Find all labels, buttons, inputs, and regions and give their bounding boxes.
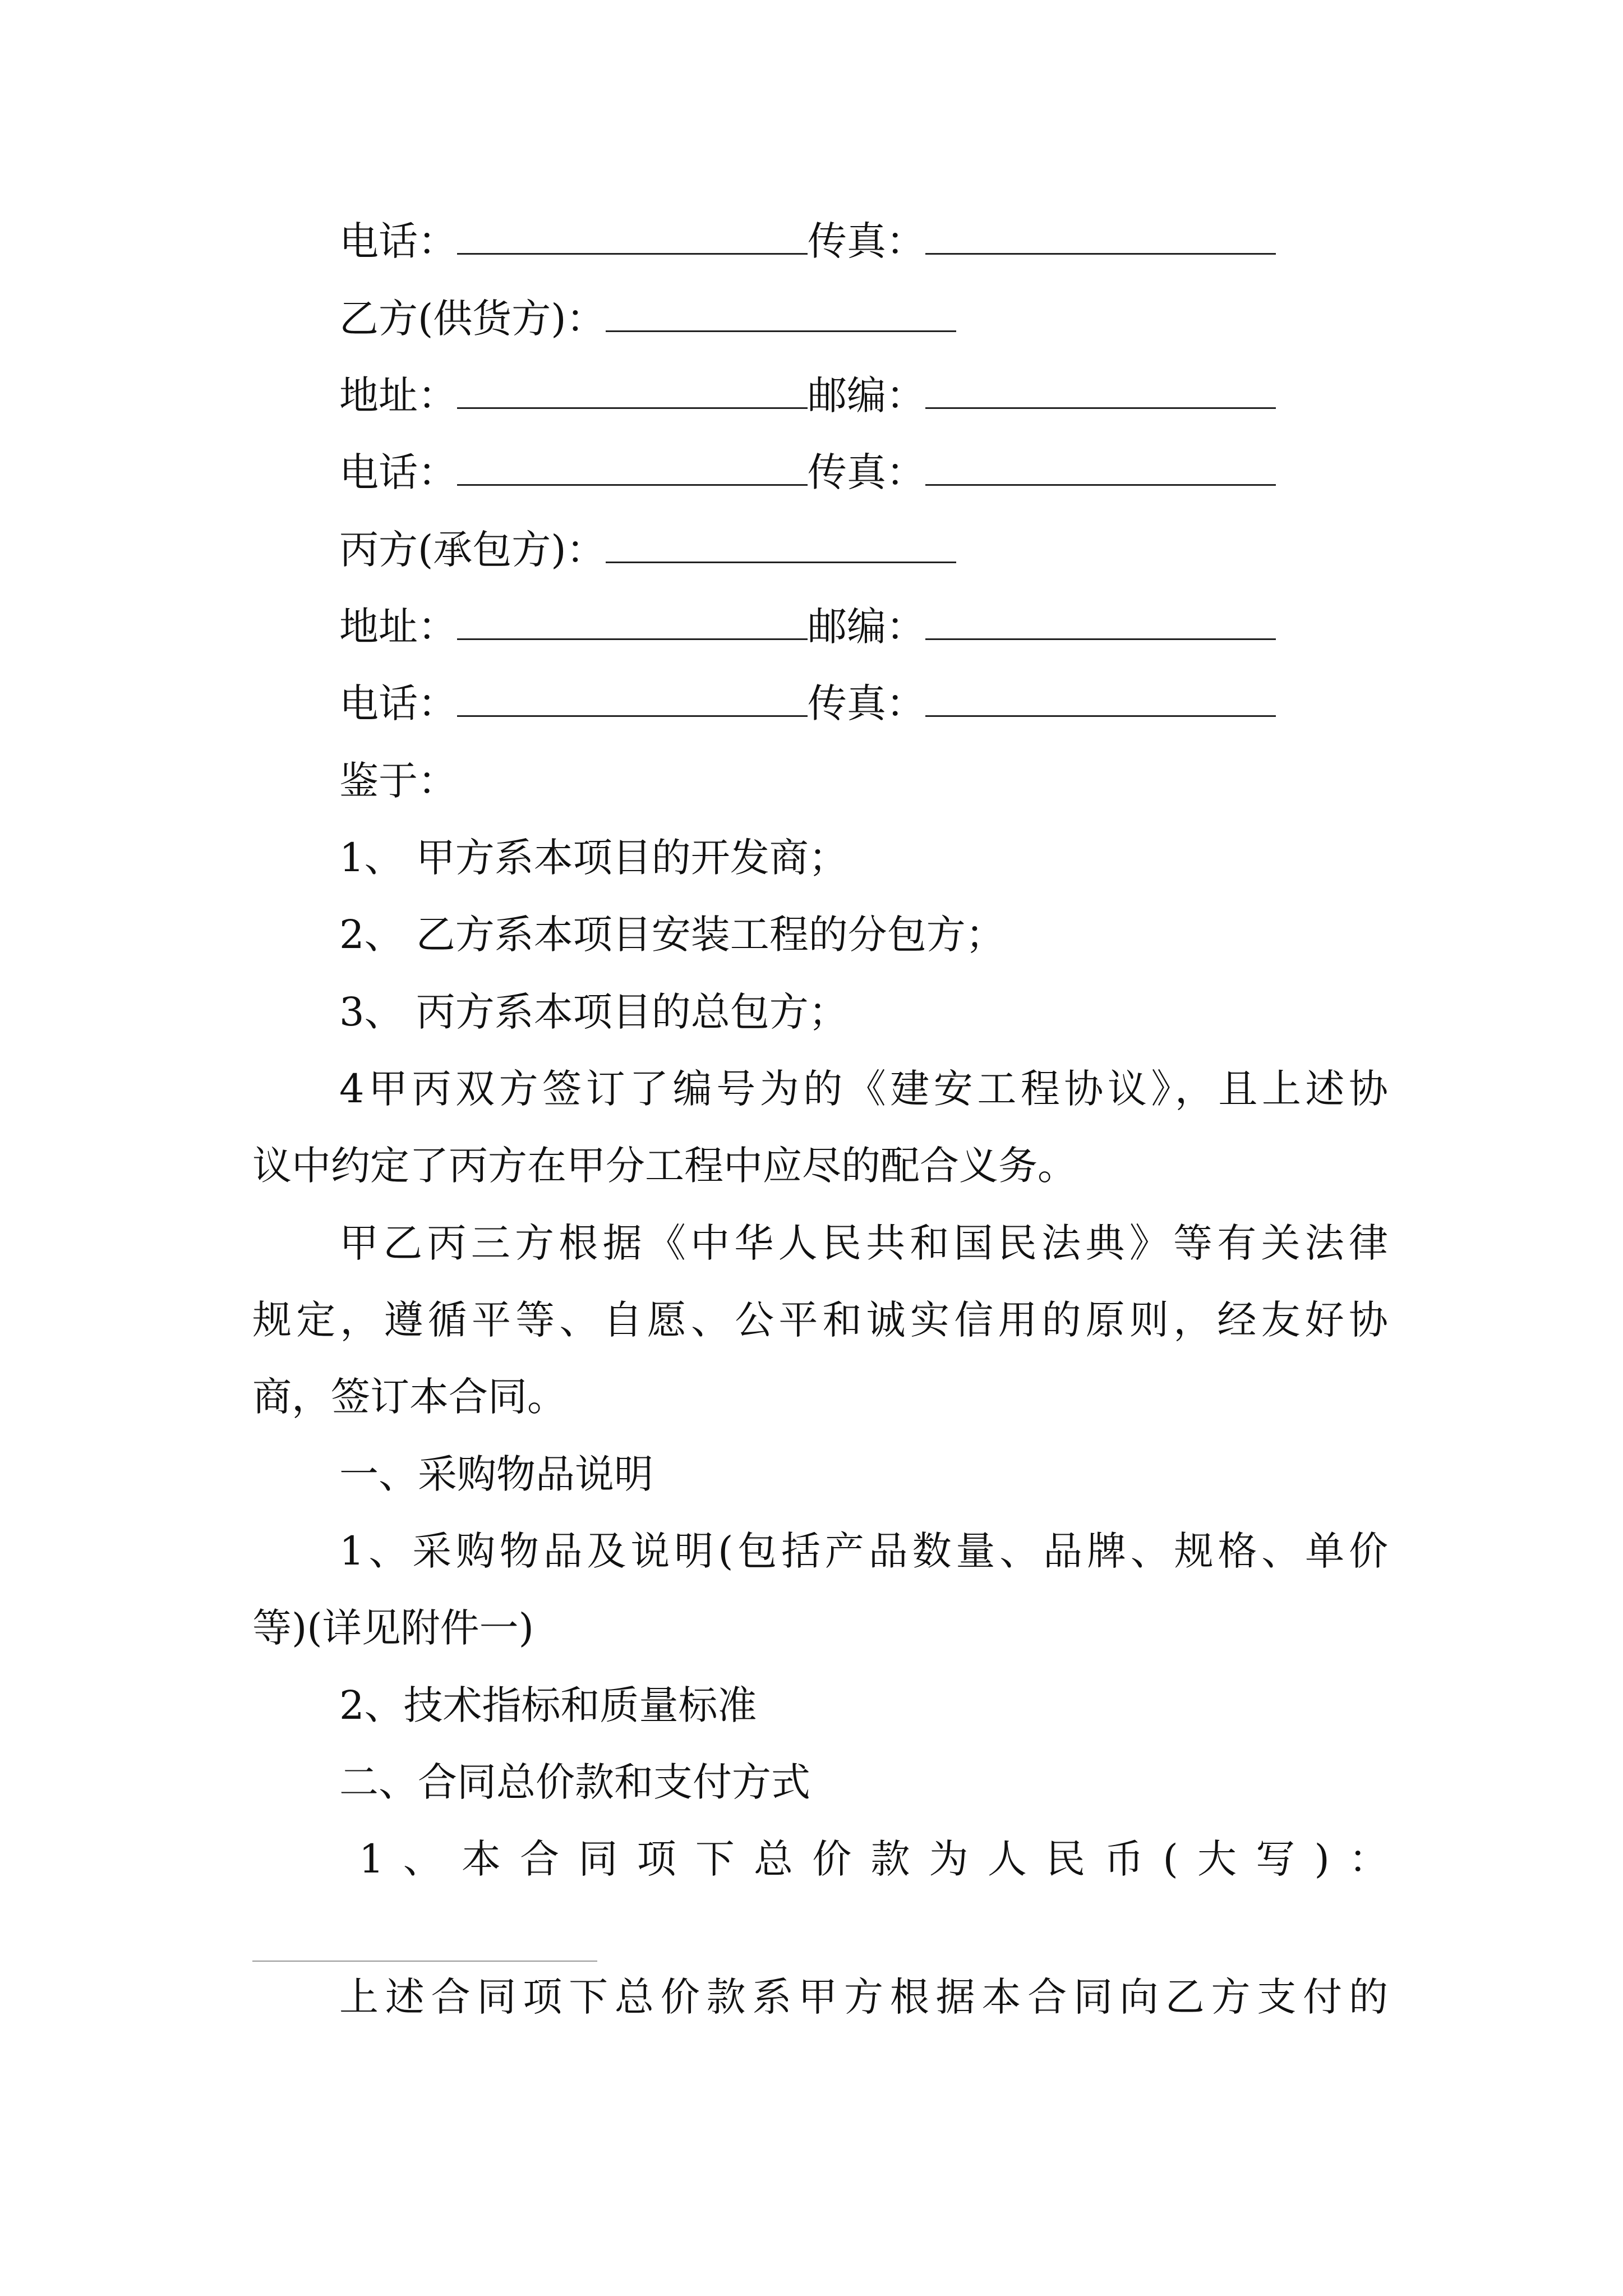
fax-blank[interactable]: [925, 219, 1276, 255]
fax-label: 传真：: [808, 449, 925, 495]
postcode-blank[interactable]: [925, 605, 1276, 640]
fax-blank[interactable]: [925, 682, 1276, 717]
fax-label: 传真：: [808, 218, 925, 264]
section1-item1-line1: 1、采购物品及说明(包括产品数量、品牌、规格、单价: [339, 1528, 1388, 1574]
whereas-item: 1、 甲方系本项目的开发商；: [339, 835, 848, 881]
bing-phone-fax-row: [339, 678, 1276, 729]
phone-label: 电话：: [339, 680, 457, 726]
address-label: 地址：: [339, 604, 457, 650]
section1-item2: 2、技术指标和质量标准: [339, 1682, 757, 1728]
address-blank[interactable]: [457, 374, 808, 409]
phone-label: 电话：: [339, 449, 457, 495]
whereas-item4-line2: 议中约定了丙方在甲分工程中应尽的配合义务。: [252, 1143, 1077, 1189]
preamble-line: 甲乙丙三方根据《中华人民共和国民法典》等有关法律: [339, 1220, 1388, 1266]
phone-blank[interactable]: [457, 219, 808, 255]
yi-address-row: [339, 370, 1276, 421]
yi-party-title: 乙方(供货方)：: [339, 296, 606, 342]
yi-phone-fax-row: [339, 447, 1276, 498]
footnote-separator: [252, 1961, 597, 1962]
section2-next-paragraph: 上述合同项下总价款系甲方根据本合同向乙方支付的: [339, 1974, 1388, 2020]
preamble-line: 商，签订本合同。: [252, 1374, 566, 1420]
section1-item1-line2: 等)(详见附件一): [252, 1605, 534, 1651]
address-label: 地址：: [339, 372, 457, 418]
bing-address-row: [339, 601, 1276, 652]
bing-party-title: 丙方(承包方)：: [339, 527, 606, 573]
preamble-line: 规定，遵循平等、自愿、公平和诚实信用的原则，经友好协: [252, 1297, 1388, 1343]
yi-party-name-blank[interactable]: [606, 297, 956, 332]
whereas-heading: 鉴于：: [339, 758, 457, 804]
bing-party-name-blank[interactable]: [606, 528, 956, 563]
bing-party-row: [339, 524, 956, 575]
phone-blank[interactable]: [457, 450, 808, 486]
postcode-label: 邮编：: [808, 604, 925, 650]
phone-blank[interactable]: [457, 682, 808, 717]
jia-phone-fax-row: [339, 216, 1276, 266]
postcode-blank[interactable]: [925, 374, 1276, 409]
section-heading: 二、合同总价款和支付方式: [339, 1759, 810, 1805]
postcode-label: 邮编：: [808, 372, 925, 418]
whereas-item4-line1: 4甲丙双方签订了编号为的《建安工程协议》，且上述协: [339, 1066, 1388, 1112]
address-blank[interactable]: [457, 605, 808, 640]
phone-label: 电话：: [339, 218, 457, 264]
yi-party-row: [339, 293, 956, 344]
section-heading: 一、采购物品说明: [339, 1451, 653, 1497]
section2-item1: 1、本合同项下总价款为人民币(大写)：: [359, 1836, 1388, 1882]
whereas-item: 3、 丙方系本项目的总包方；: [339, 989, 848, 1035]
whereas-item: 2、 乙方系本项目安装工程的分包方；: [339, 912, 1005, 958]
fax-blank[interactable]: [925, 450, 1276, 486]
fax-label: 传真：: [808, 680, 925, 726]
